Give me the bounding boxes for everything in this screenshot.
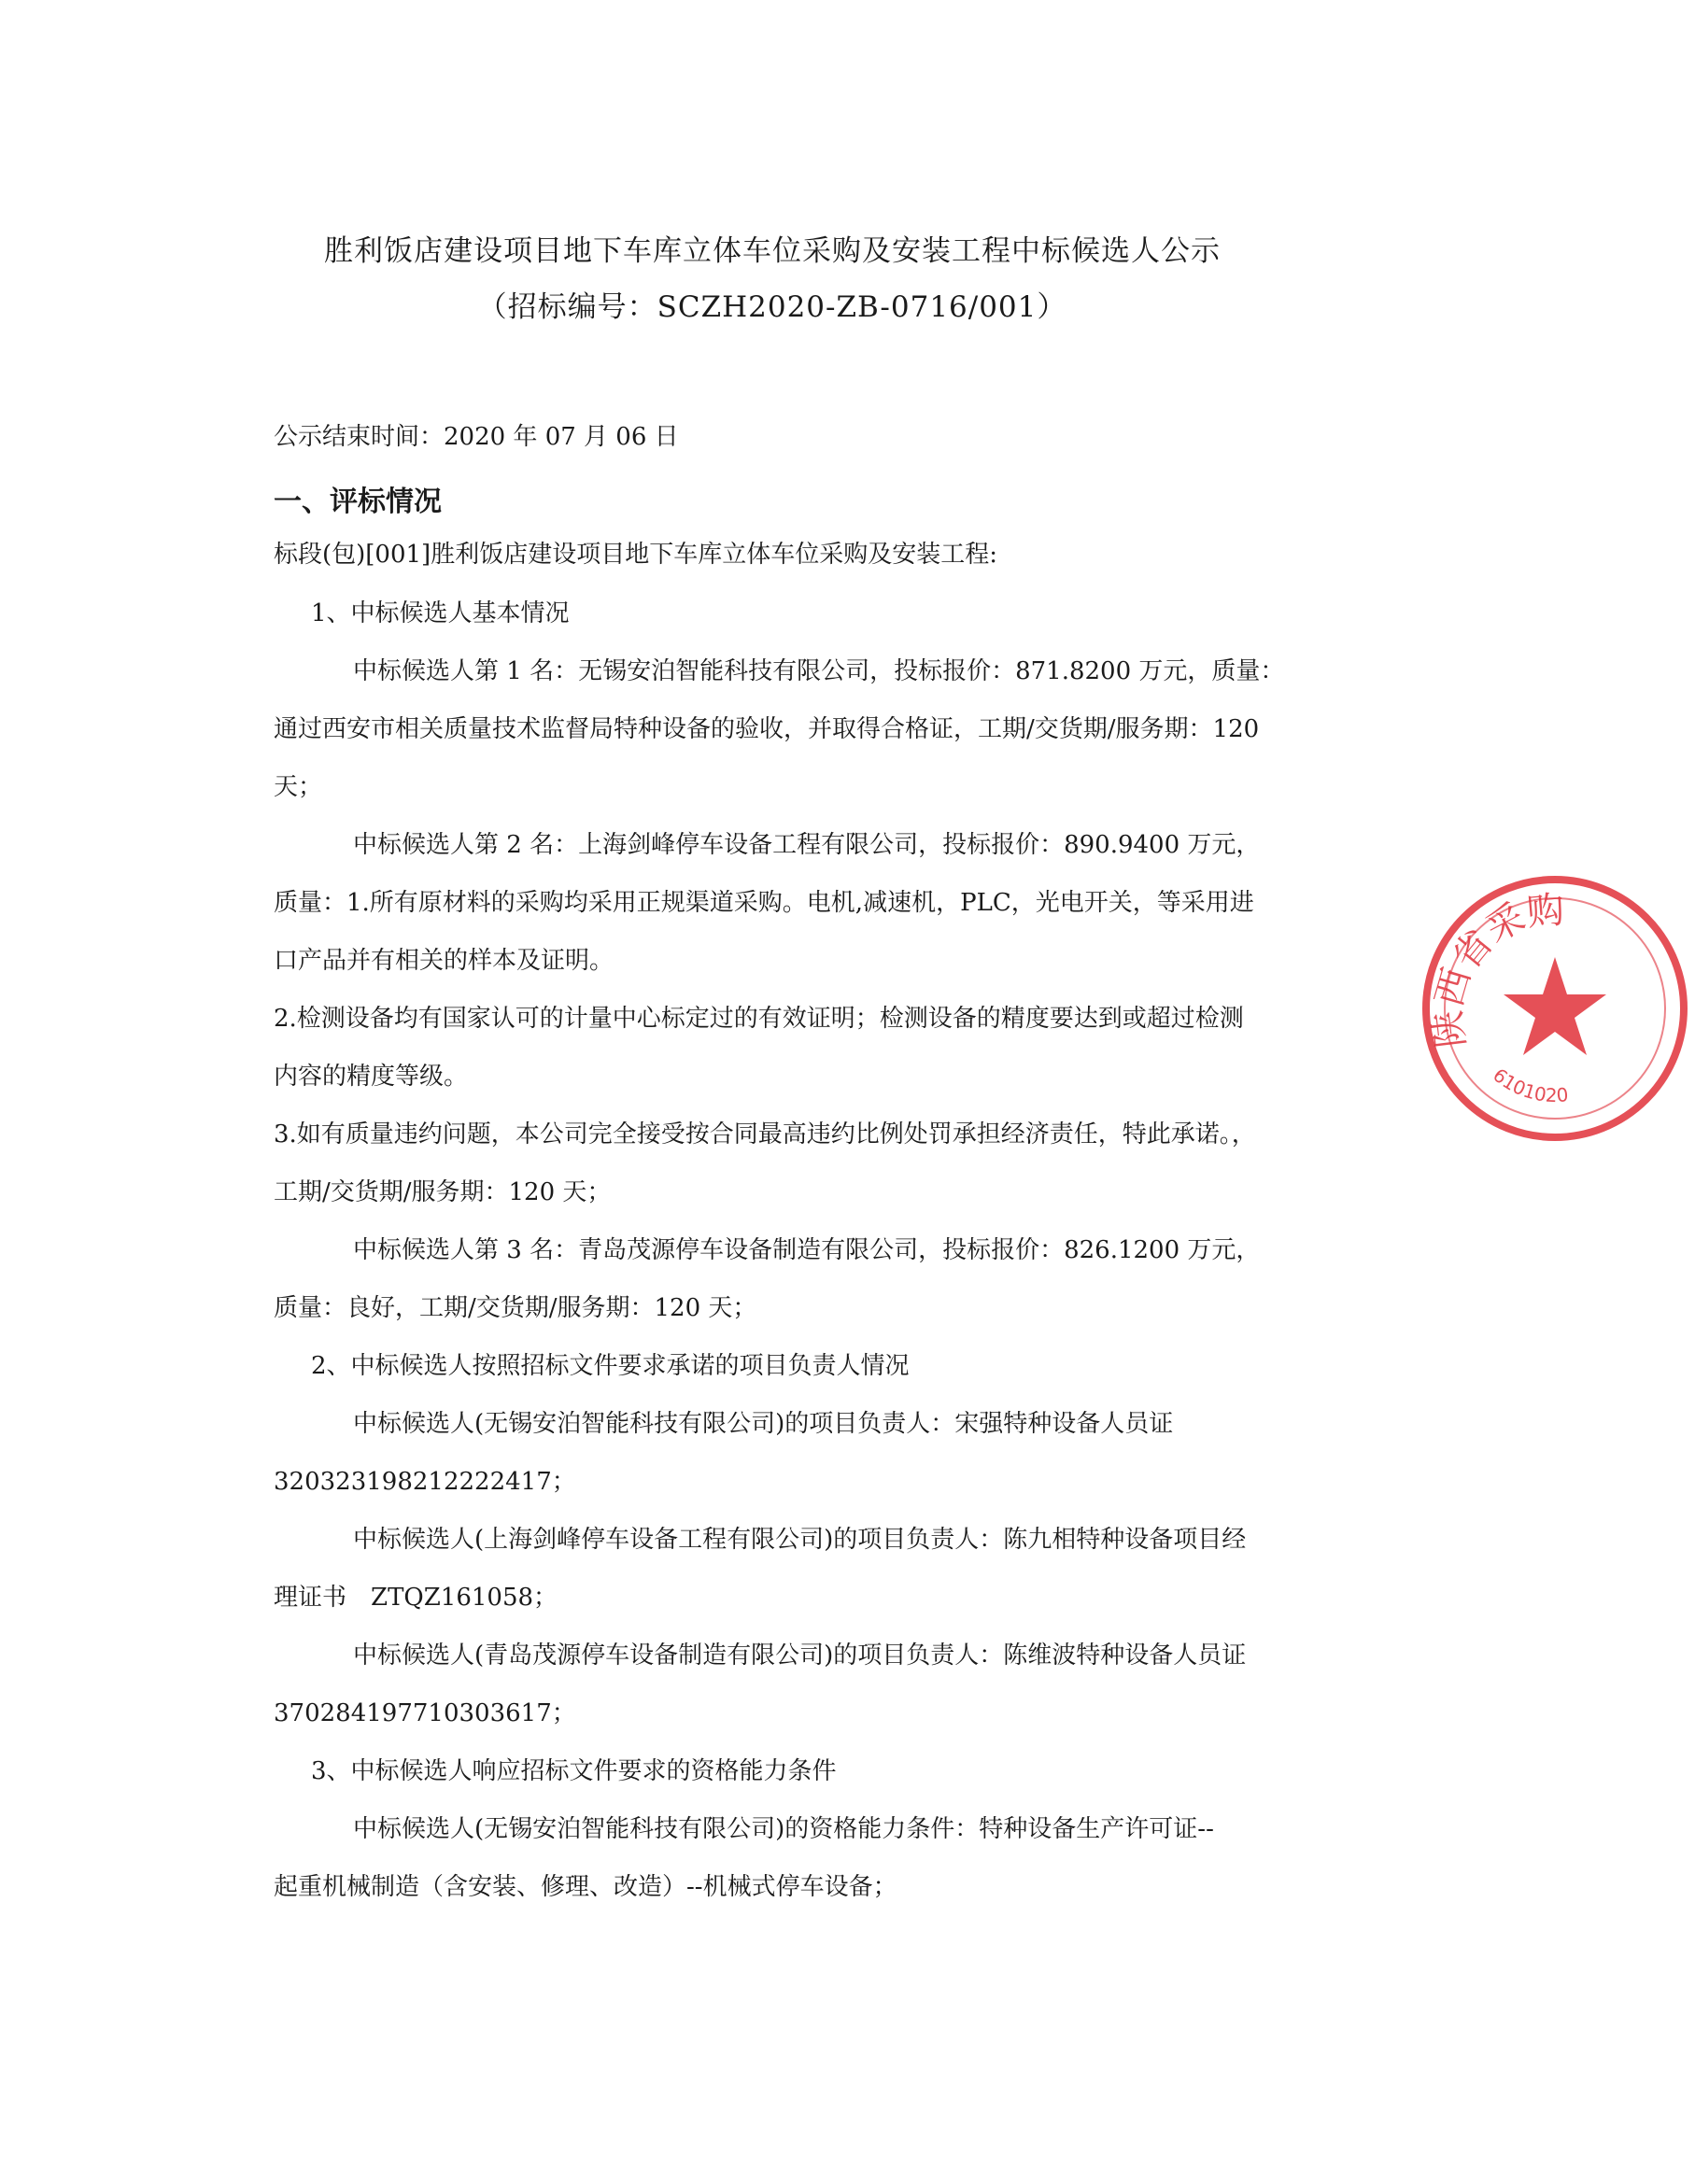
seal-text: 陕西省采购 (1426, 888, 1567, 1050)
qualification-1-line: 中标候选人(无锡安泊智能科技有限公司)的资格能力条件：特种设备生产许可证-- (353, 1815, 1214, 1843)
project-lead-1-line: 320323198212222417； (274, 1468, 576, 1496)
candidate-2-line: 2.检测设备均有国家认可的计量中心标定过的有效证明；检测设备的精度要达到或超过检测 (274, 1005, 1244, 1033)
candidate-2-line: 中标候选人第 2 名：上海剑峰停车设备工程有限公司，投标报价：890.9400 万元， (353, 831, 1261, 859)
candidate-1-line: 中标候选人第 1 名：无锡安泊智能科技有限公司，投标报价：871.8200 万元，质量： (353, 657, 1285, 685)
candidate-3-line: 中标候选人第 3 名：青岛茂源停车设备制造有限公司，投标报价：826.1200 万元， (353, 1236, 1261, 1264)
candidate-1-line: 天； (274, 773, 323, 801)
candidate-2-line: 内容的精度等级。 (274, 1063, 469, 1091)
subsection-heading-project-leads: 2、中标候选人按照招标文件要求承诺的项目负责人情况 (311, 1352, 910, 1380)
subsection-heading-candidates: 1、中标候选人基本情况 (311, 599, 570, 627)
candidate-2-line: 工期/交货期/服务期：120 天； (274, 1178, 612, 1206)
subsection-heading-qualifications: 3、中标候选人响应招标文件要求的资格能力条件 (311, 1757, 837, 1785)
project-lead-2-line: 中标候选人(上海剑峰停车设备工程有限公司)的项目负责人：陈九相特种设备项目经 (353, 1526, 1247, 1554)
candidate-1-line: 通过西安市相关质量技术监督局特种设备的验收，并取得合格证，工期/交货期/服务期：120 (274, 715, 1260, 743)
section-heading-evaluation: 一、评标情况 (274, 486, 442, 518)
tender-number: （招标编号：SCZH2020-ZB-0716/001） (477, 290, 1067, 324)
seal-star-icon (1504, 957, 1606, 1055)
candidate-2-line: 口产品并有相关的样本及证明。 (274, 947, 614, 975)
announcement-end-time: 公示结束时间：2020 年 07 月 06 日 (274, 423, 679, 451)
candidate-2-line: 质量：1.所有原材料的采购均采用正规渠道采购。电机,减速机，PLC，光电开关，等采用进 (274, 889, 1254, 917)
candidate-3-line: 质量：良好，工期/交货期/服务期：120 天； (274, 1294, 757, 1322)
project-lead-3-line: 370284197710303617； (274, 1699, 576, 1727)
official-seal (1415, 868, 1695, 1148)
document-title: 胜利饭店建设项目地下车库立体车位采购及安装工程中标候选人公示 (324, 234, 1221, 268)
project-lead-3-line: 中标候选人(青岛茂源停车设备制造有限公司)的项目负责人：陈维波特种设备人员证 (353, 1642, 1247, 1670)
qualification-1-line: 起重机械制造（含安装、修理、改造）--机械式停车设备； (274, 1873, 897, 1901)
project-lead-1-line: 中标候选人(无锡安泊智能科技有限公司)的项目负责人：宋强特种设备人员证 (353, 1410, 1174, 1438)
lot-description: 标段(包)[001]胜利饭店建设项目地下车库立体车位采购及安装工程: (274, 541, 997, 569)
seal-number: 6101020 (1489, 1064, 1570, 1107)
project-lead-2-line: 理证书 ZTQZ161058； (274, 1584, 558, 1612)
candidate-2-line: 3.如有质量违约问题，本公司完全接受按合同最高违约比例处罚承担经济责任，特此承诺。， (274, 1120, 1256, 1148)
